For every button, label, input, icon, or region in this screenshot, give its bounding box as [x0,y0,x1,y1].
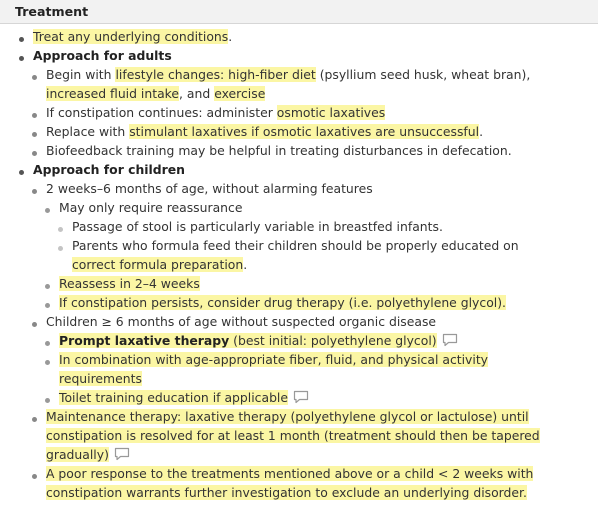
list-item: 2 weeks–6 months of age, without alarming features [46,181,373,196]
list-item-continuation: correct formula preparation. [72,257,248,272]
list-item: If constipation persists, consider drug therapy (i.e. polyethylene glycol). [59,295,506,310]
list-item-continuation: constipation is resolved for at least 1 month (treatment should then be tapered [46,428,540,443]
list-item-continuation: constipation warrants further investigation to exclude an underlying disorder. [46,485,527,500]
children-heading: Approach for children [33,162,185,177]
comment-icon[interactable] [293,390,309,404]
list-item: Begin with lifestyle changes: high-fiber diet (psyllium seed husk, wheat bran), [46,67,531,82]
list-item: Prompt laxative therapy (best initial: polyethylene glycol) [59,333,458,348]
list-item: Reassess in 2–4 weeks [59,276,200,291]
adults-heading: Approach for adults [33,48,172,63]
section-title: Treatment [15,4,89,19]
section-header[interactable] [0,0,598,24]
list-item: If constipation continues: administer osmotic laxatives [46,105,386,120]
list-item-continuation: gradually) [46,447,130,462]
list-item-continuation: increased fluid intake, and exercise [46,86,266,101]
list-item: A poor response to the treatments mentioned above or a child < 2 weeks with [46,466,534,481]
list-item: Replace with stimulant laxatives if osmotic laxatives are unsuccessful. [46,124,484,139]
list-item: Treat any underlying conditions. [33,29,233,44]
list-item: May only require reassurance [59,200,243,215]
list-item: Passage of stool is particularly variable in breastfed infants. [72,219,443,234]
comment-icon[interactable] [114,447,130,461]
list-item: In combination with age-appropriate fiber, fluid, and physical activity [59,352,489,367]
list-item: Maintenance therapy: laxative therapy (polyethylene glycol or lactulose) until [46,409,529,424]
list-item: Children ≥ 6 months of age without suspected organic disease [46,314,437,329]
list-item: Parents who formula feed their children should be properly educated on [72,238,519,253]
list-item-continuation: requirements [59,371,142,386]
comment-icon[interactable] [442,333,458,347]
list-item: Biofeedback training may be helpful in treating disturbances in defecation. [46,143,512,158]
list-item: Toilet training education if applicable [59,390,309,405]
